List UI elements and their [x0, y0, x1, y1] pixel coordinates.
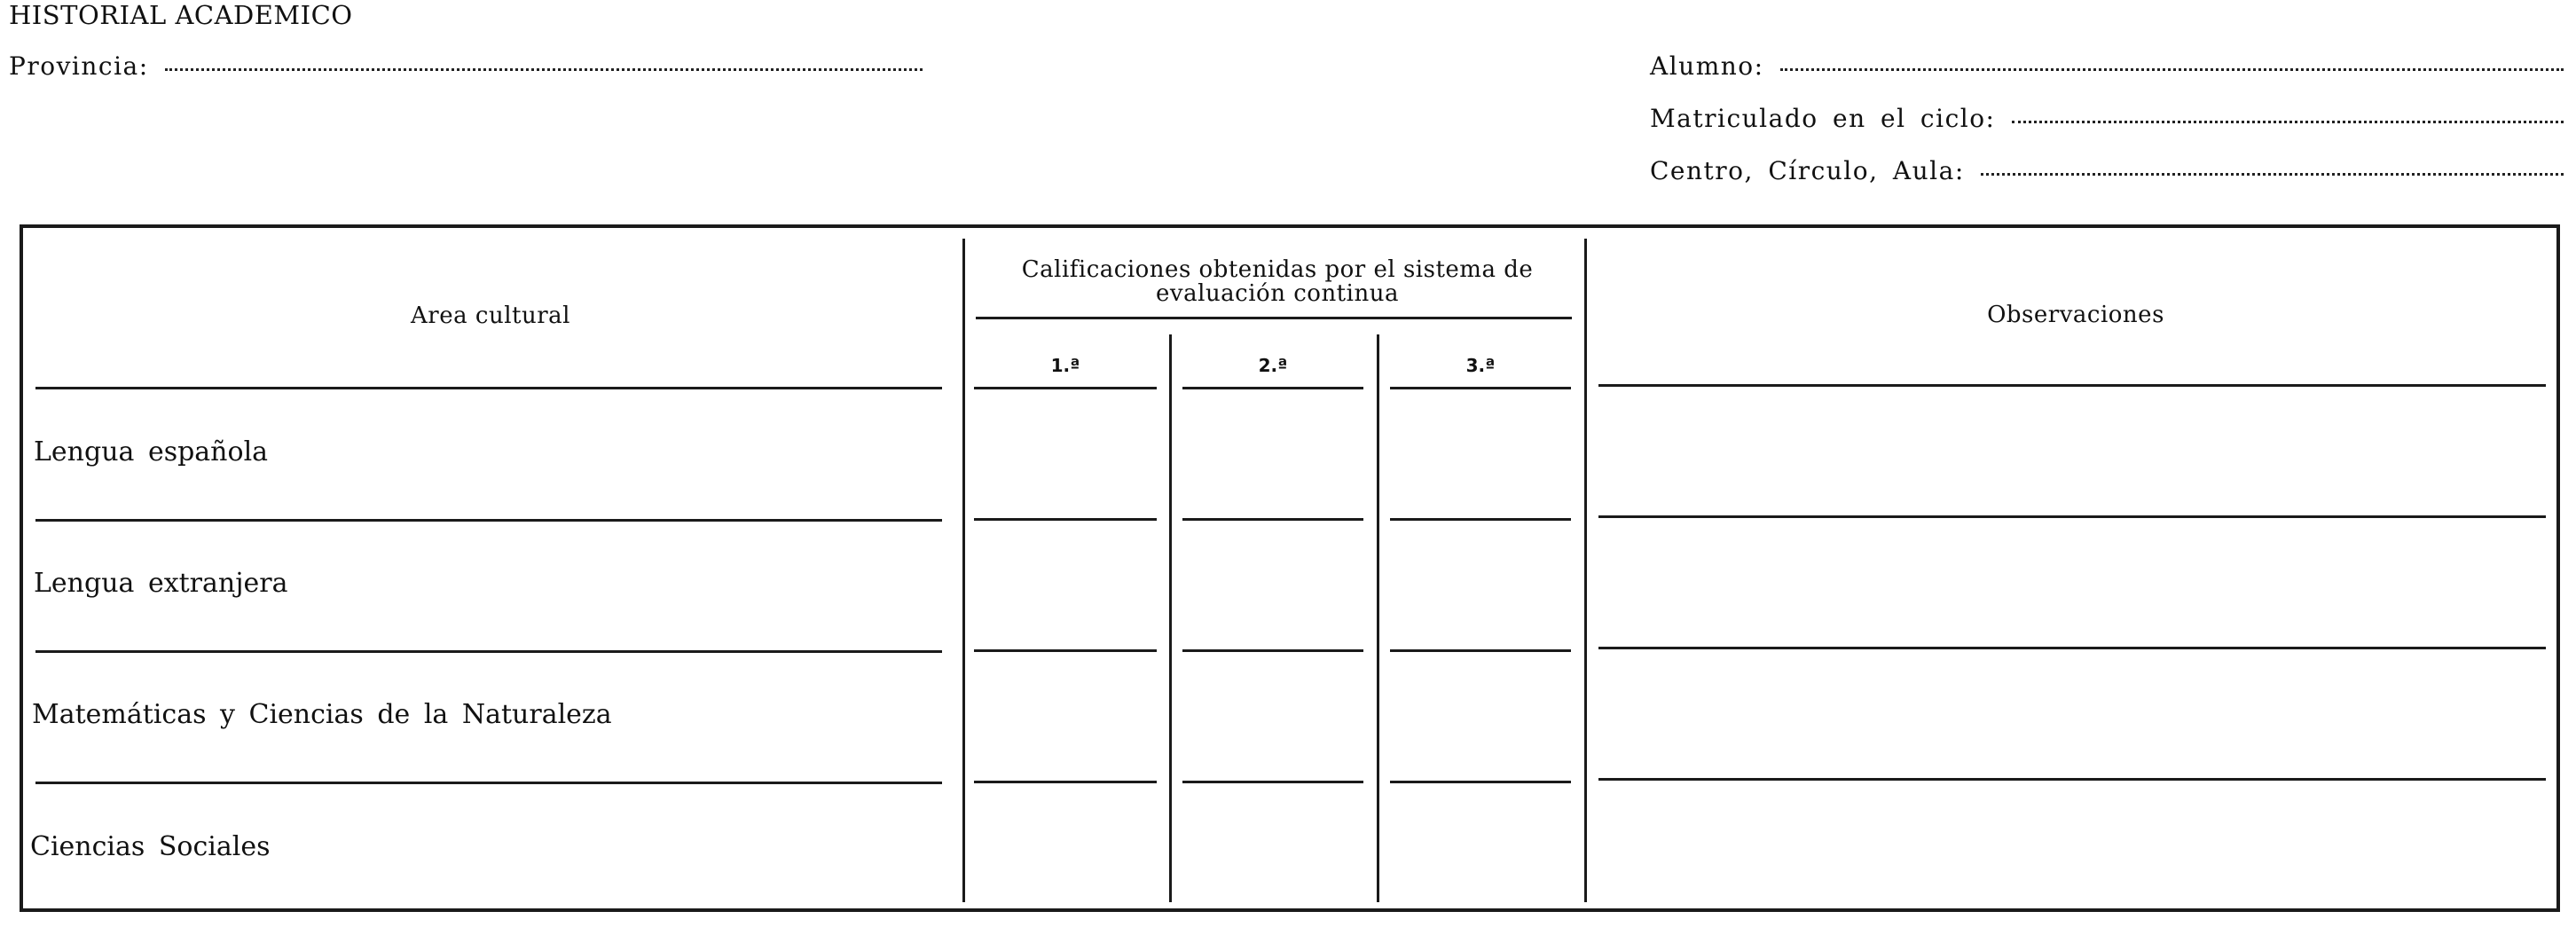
row-separator — [974, 649, 1157, 652]
row-separator — [35, 650, 942, 653]
row-separator — [974, 387, 1157, 389]
row-separator — [35, 519, 942, 522]
column-divider-eval-1 — [1169, 334, 1172, 902]
row-label-lengua-extranjera: Lengua extranjera — [34, 568, 288, 599]
row-separator — [1182, 781, 1363, 783]
eval-col-1-header: 1.ª — [1050, 355, 1080, 376]
document-title: HISTORIAL ACADEMICO — [9, 0, 353, 30]
row-separator — [1182, 649, 1363, 652]
eval-col-3-header: 3.ª — [1465, 355, 1496, 376]
column-divider-eval-2 — [1377, 334, 1379, 902]
alumno-fill-line[interactable] — [1780, 68, 2564, 71]
row-separator — [974, 781, 1157, 783]
row-separator — [1598, 384, 2546, 387]
matriculado-label: Matriculado en el ciclo: — [1650, 104, 1996, 133]
row-separator — [974, 518, 1157, 521]
calificaciones-header: Calificaciones obtenidas por el sistema de evaluación continua — [1021, 256, 1534, 307]
column-divider-observaciones — [1584, 239, 1587, 902]
matriculado-fill-line[interactable] — [2012, 121, 2564, 123]
row-separator — [1390, 649, 1571, 652]
provincia-label: Provincia: — [9, 51, 149, 81]
provincia-fill-line[interactable] — [165, 68, 923, 71]
row-separator — [1182, 518, 1363, 521]
centro-field[interactable] — [1650, 156, 2564, 185]
row-separator — [1390, 518, 1571, 521]
area-cultural-header: Area cultural — [411, 302, 570, 329]
row-separator — [1390, 781, 1571, 783]
eval-col-2-header: 2.ª — [1258, 355, 1288, 376]
row-separator — [1598, 647, 2546, 649]
row-label-matematicas: Matemáticas y Ciencias de la Naturaleza — [32, 699, 612, 730]
row-label-lengua-espanola: Lengua española — [34, 436, 269, 468]
row-separator — [1598, 778, 2546, 781]
row-separator — [35, 387, 942, 389]
matriculado-field[interactable] — [1650, 104, 2564, 133]
observaciones-header: Observaciones — [1987, 302, 2164, 328]
centro-label: Centro, Círculo, Aula: — [1650, 156, 1965, 185]
alumno-label: Alumno: — [1650, 51, 1764, 81]
row-separator — [1390, 387, 1571, 389]
centro-fill-line[interactable] — [1981, 173, 2564, 176]
row-label-ciencias-sociales: Ciencias Sociales — [30, 831, 271, 862]
calificaciones-underline — [976, 317, 1572, 319]
provincia-field[interactable] — [9, 51, 923, 81]
row-separator — [1598, 515, 2546, 518]
column-divider-area — [962, 239, 965, 902]
row-separator — [1182, 387, 1363, 389]
alumno-field[interactable] — [1650, 51, 2564, 81]
row-separator — [35, 782, 942, 784]
